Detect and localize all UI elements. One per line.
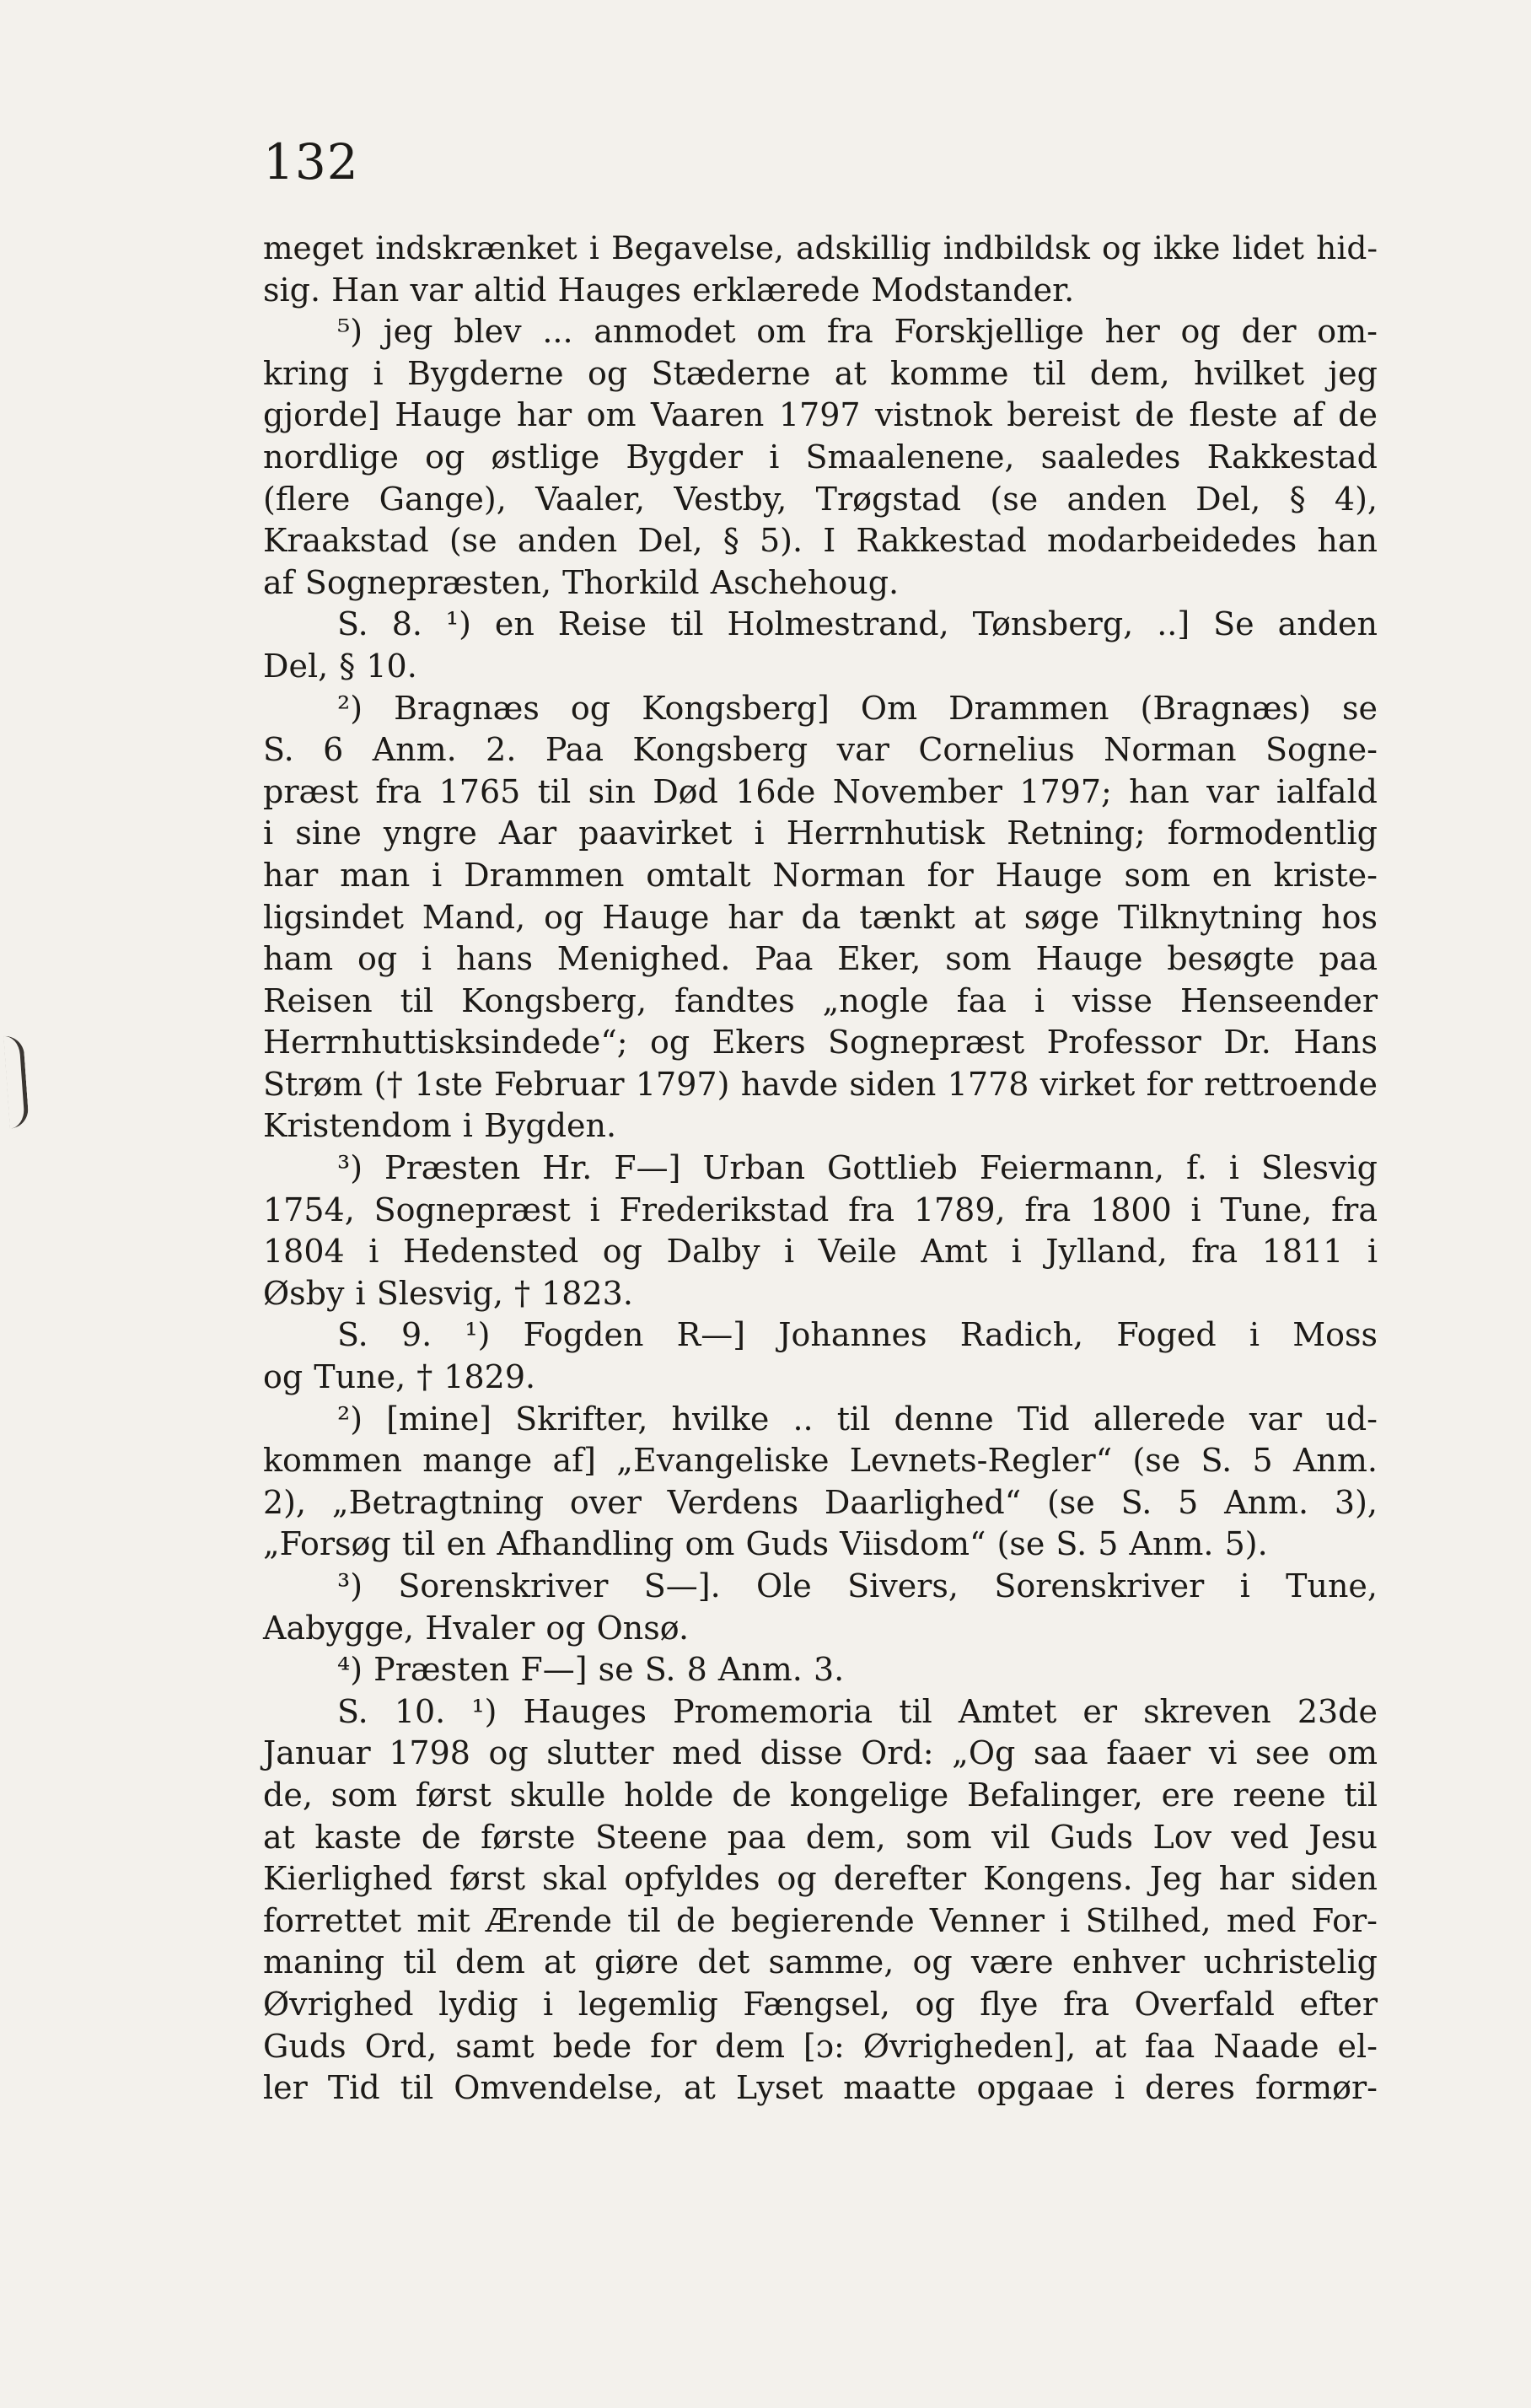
text-line: Del, § 10.	[263, 647, 417, 685]
text-line: ⁵) jeg blev ... anmodet om fra Forskjellige her og der om-	[337, 313, 1378, 351]
text-line: S. 10. ¹) Hauges Promemoria til Amtet er skreven 23de	[337, 1692, 1378, 1730]
text-line: Reisen til Kongsberg, fandtes „nogle faa i visse Henseender	[263, 981, 1378, 1019]
text-line: S. 9. ¹) Fogden R—] Johannes Radich, Foged i Moss	[337, 1316, 1378, 1354]
text-line: gjorde] Hauge har om Vaaren 1797 vistnok bereist de fleste af de	[263, 396, 1378, 434]
page-number: 132	[263, 133, 359, 191]
text-line: Januar 1798 og slutter med disse Ord: „Og saa faaer vi see om	[263, 1734, 1378, 1772]
text-line: i sine yngre Aar paavirket i Herrnhutisk Retning; formodentlig	[263, 814, 1378, 852]
text-line: 2), „Betragtning over Verdens Daarlighed“ (se S. 5 Anm. 3),	[263, 1483, 1378, 1521]
text-line: Kierlighed først skal opfyldes og derefter Kongens. Jeg har siden	[263, 1860, 1378, 1898]
text-line: Øsby i Slesvig, † 1823.	[263, 1274, 633, 1312]
text-line: meget indskrænket i Begavelse, adskillig indbildsk og ikke lidet hid-	[263, 229, 1378, 266]
text-line: Guds Ord, samt bede for dem [ɔ: Øvrigheden], at faa Naade el-	[263, 2027, 1378, 2065]
text-line: ³) Sorenskriver S—]. Ole Sivers, Sorenskriver i Tune,	[337, 1567, 1378, 1604]
text-line: ligsindet Mand, og Hauge har da tænkt at søge Tilknytning hos	[263, 898, 1378, 936]
text-line: maning til dem at giøre det samme, og være enhver uchristelig	[263, 1943, 1378, 1981]
text-line: nordlige og østlige Bygder i Smaalenene, saaledes Rakkestad	[263, 438, 1378, 476]
text-line: de, som først skulle holde de kongelige Befalinger, ere reene til	[263, 1776, 1378, 1814]
text-line: Aabygge, Hvaler og Onsø.	[263, 1609, 690, 1647]
text-line: 1804 i Hedensted og Dalby i Veile Amt i Jylland, fra 1811 i	[263, 1233, 1378, 1271]
text-line: præst fra 1765 til sin Død 16de November 1797; han var ialfald	[263, 772, 1378, 810]
text-line: og Tune, † 1829.	[263, 1358, 536, 1396]
text-line: Strøm († 1ste Februar 1797) havde siden 1778 virket for rettroende	[263, 1065, 1378, 1103]
text-line: har man i Drammen omtalt Norman for Hauge som en kriste-	[263, 856, 1378, 894]
margin-bracket-mark	[3, 1035, 30, 1128]
text-line: ²) Bragnæs og Kongsberg] Om Drammen (Bragnæs) se	[337, 689, 1378, 727]
text-line: ⁴) Præsten F—] se S. 8 Anm. 3.	[337, 1651, 845, 1689]
text-line: ³) Præsten Hr. F—] Urban Gottlieb Feiermann, f. i Slesvig	[337, 1149, 1378, 1187]
text-line: Kristendom i Bygden.	[263, 1107, 617, 1145]
text-line: 1754, Sognepræst i Frederikstad fra 1789, fra 1800 i Tune, fra	[263, 1191, 1378, 1228]
body-text	[263, 228, 1378, 2110]
text-line: Kraakstad (se anden Del, § 5). I Rakkestad modarbeidedes han	[263, 522, 1378, 560]
text-line: forrettet mit Ærende til de begierende Venner i Stilhed, med For-	[263, 1901, 1378, 1939]
text-line: kommen mange af] „Evangeliske Levnets-Regler“ (se S. 5 Anm.	[263, 1442, 1378, 1480]
text-line: Øvrighed lydig i legemlig Fængsel, og flye fra Overfald efter	[263, 1985, 1378, 2023]
text-line: (flere Gange), Vaaler, Vestby, Trøgstad (se anden Del, § 4),	[263, 480, 1378, 518]
text-line: sig. Han var altid Hauges erklærede Modstander.	[263, 271, 1075, 309]
text-line: Herrnhuttisksindede“; og Ekers Sognepræst Professor Dr. Hans	[263, 1024, 1378, 1062]
text-line: at kaste de første Steene paa dem, som vil Guds Lov ved Jesu	[263, 1818, 1378, 1856]
text-line: kring i Bygderne og Stæderne at komme til dem, hvilket jeg	[263, 354, 1378, 392]
text-line: ²) [mine] Skrifter, hvilke .. til denne Tid allerede var ud-	[337, 1400, 1378, 1438]
text-line: S. 8. ¹) en Reise til Holmestrand, Tønsberg, ..] Se anden	[337, 605, 1378, 643]
text-line: af Sognepræsten, Thorkild Aschehoug.	[263, 563, 900, 601]
text-line: S. 6 Anm. 2. Paa Kongsberg var Cornelius Norman Sogne-	[263, 731, 1378, 769]
text-line: „Forsøg til en Afhandling om Guds Viisdom“ (se S. 5 Anm. 5).	[263, 1525, 1268, 1563]
text-line: ler Tid til Omvendelse, at Lyset maatte opgaae i deres formør-	[263, 2069, 1378, 2107]
text-line: ham og i hans Menighed. Paa Eker, som Hauge besøgte paa	[263, 940, 1378, 978]
